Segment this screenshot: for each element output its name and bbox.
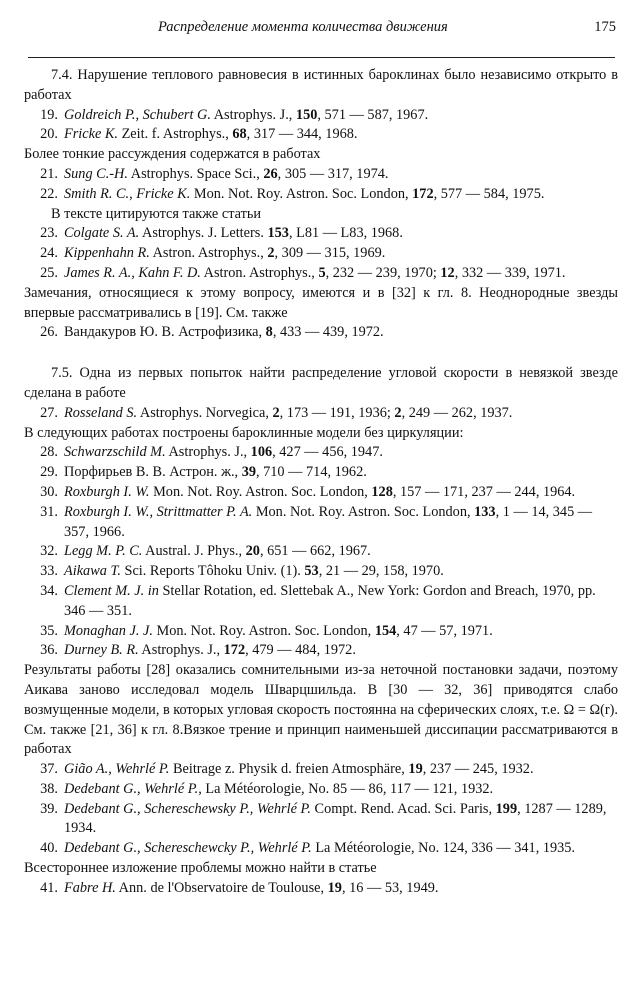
reference-item (24, 443, 618, 463)
ref-group (24, 224, 618, 283)
reference-number: 37. (40, 761, 58, 778)
reference-volume: 106 (250, 444, 273, 461)
reference-volume: 20 (245, 543, 260, 560)
paragraph: Более тонкие рассуждения содержатся в работах (24, 146, 321, 163)
reference-number: 41. (40, 879, 58, 896)
reference-number: 30. (40, 483, 58, 500)
reference-source: Astron. Astrophys., (200, 264, 319, 281)
reference-source: Astrophys. J., (210, 106, 296, 123)
reference-item (24, 800, 618, 840)
reference-text (64, 800, 618, 840)
reference-item (24, 641, 618, 661)
reference-item (24, 760, 618, 780)
reference-source: Ann. de l'Observatoire de Toulouse, (115, 879, 328, 896)
reference-author: Colgate S. A. (64, 225, 140, 242)
reference-text (64, 404, 618, 424)
reference-item (24, 185, 618, 205)
paragraph: Замечания, относящиеся к этому вопросу, имеются и в [32] к гл. 8. Неоднородные звезды впервые рассматривались в [19]. См. также (24, 284, 618, 321)
reference-item (24, 244, 618, 264)
reference-item (24, 542, 618, 562)
reference-volume: 53 (304, 563, 319, 580)
reference-pages: , 427 — 456, 1947. (272, 444, 383, 461)
reference-item (24, 463, 618, 483)
reference-source: Austral. J. Phys., (142, 543, 246, 560)
reference-text (64, 760, 618, 780)
reference-volume: 19 (408, 761, 423, 778)
reference-author: Schwarzschild M. (64, 444, 166, 461)
header-rule (28, 57, 615, 58)
reference-text (64, 503, 618, 543)
reference-number: 24. (40, 245, 58, 262)
reference-volume: 39 (241, 464, 256, 481)
reference-pages: , 651 — 662, 1967. (259, 543, 371, 560)
reference-number: 21. (40, 165, 58, 182)
reference-item (24, 503, 618, 543)
reference-pages: , 1287 — 1289, 1934. (64, 800, 607, 837)
reference-text (64, 641, 618, 661)
reference-pages: , 21 — 29, 158, 1970. (318, 563, 444, 580)
reference-pages: , 305 — 317, 1974. (277, 165, 389, 182)
reference-text (64, 165, 618, 185)
reference-volume: 133 (474, 503, 496, 520)
reference-volume: 2 (272, 404, 280, 421)
ref-group (24, 323, 618, 343)
reference-number: 20. (40, 126, 58, 143)
reference-source: Astron. Astrophys., (149, 245, 268, 262)
reference-source: Stellar Rotation, ed. Slettebak A., New York: Gordon and Breach, 1970, pp. 346 — 351. (64, 582, 596, 619)
reference-volume: 19 (327, 879, 342, 896)
reference-number: 23. (40, 225, 58, 242)
reference-author: Dedebant G., Wehrlé P., (64, 780, 202, 797)
reference-source: Mon. Not. Roy. Astron. Soc. London, (252, 503, 475, 520)
reference-author: Durney B. R. (64, 642, 139, 659)
reference-text (64, 443, 618, 463)
page-body (24, 66, 618, 899)
reference-volume: 5 (318, 264, 326, 281)
reference-text (64, 185, 618, 205)
ref-group (24, 404, 618, 424)
reference-number: 27. (40, 404, 58, 421)
reference-volume: 172 (223, 642, 246, 659)
reference-number: 22. (40, 185, 58, 202)
reference-author: Clement M. J. in (64, 582, 159, 599)
reference-text (64, 483, 618, 503)
reference-source: Zeit. f. Astrophys., (118, 126, 233, 143)
reference-author: Monaghan J. J. (64, 622, 153, 639)
reference-author: Smith R. C., Fricke K. (64, 185, 191, 202)
reference-source: Sci. Reports Tôhoku Univ. (1). (120, 563, 305, 580)
reference-number: 28. (40, 444, 58, 461)
reference-author: Roxburgh I. W. (64, 483, 150, 500)
reference-author: Gião A., Wehrlé P. (64, 761, 170, 778)
reference-author: Legg M. P. C. (64, 543, 143, 560)
reference-pages: , 157 — 171, 237 — 244, 1964. (392, 483, 576, 500)
reference-source: Astrophys. J. Letters. (139, 225, 268, 242)
reference-volume: 2 (267, 245, 275, 262)
reference-item (24, 562, 618, 582)
reference-author: Aikawa T. (64, 563, 121, 580)
reference-volume: 150 (295, 106, 318, 123)
reference-number: 36. (40, 642, 58, 659)
section-gap (24, 343, 618, 364)
paragraph: Всестороннее изложение проблемы можно найти в статье (24, 860, 377, 877)
reference-item (24, 622, 618, 642)
reference-pages: , 571 — 587, 1967. (317, 106, 429, 123)
reference-pages: , 332 — 339, 1971. (454, 264, 566, 281)
reference-pages: , 479 — 484, 1972. (245, 642, 356, 659)
reference-source: Вандакуров Ю. В. Астрофизика, (64, 324, 266, 341)
reference-author: Fricke K. (64, 126, 118, 143)
reference-text (64, 244, 618, 264)
reference-author: Dedebant G., Schereschewsky P., Wehrlé P. (64, 800, 311, 817)
reference-author: Sung C.-H. (64, 165, 128, 182)
ref-group (24, 879, 618, 899)
reference-item (24, 582, 618, 622)
reference-text (64, 582, 618, 622)
reference-source: Beitrage z. Physik d. freien Atmosphäre, (169, 761, 409, 778)
reference-pages: , 309 — 315, 1969. (274, 245, 386, 262)
reference-item (24, 404, 618, 424)
ref-group (24, 443, 618, 661)
reference-text (64, 323, 618, 343)
section-7-4-intro: 7.4. Нарушение теплового равновесия в истинных бароклинах было независимо открыто в работах (24, 67, 618, 103)
reference-item (24, 125, 618, 145)
reference-author: Rosseland S. (64, 404, 138, 421)
reference-text (64, 106, 618, 126)
section-7-5-intro: 7.5. Одна из первых попыток найти распределение угловой скорости в невязкой звезде сделана в работе (24, 365, 618, 401)
page-header (0, 16, 643, 40)
reference-item (24, 839, 618, 859)
reference-number: 29. (40, 464, 58, 481)
reference-volume: 199 (495, 800, 518, 817)
reference-volume: 172 (412, 185, 434, 202)
reference-number: 31. (40, 503, 58, 520)
reference-volume: 12 (440, 264, 455, 281)
reference-number: 38. (40, 780, 58, 797)
reference-number: 32. (40, 543, 58, 560)
reference-number: 25. (40, 264, 58, 281)
reference-item (24, 264, 618, 284)
reference-number: 33. (40, 563, 58, 580)
reference-item (24, 780, 618, 800)
running-title: Распределение момента количества движения (158, 19, 448, 35)
reference-item (24, 879, 618, 899)
reference-number: 26. (40, 324, 58, 341)
reference-pages: , 710 — 714, 1962. (255, 464, 367, 481)
reference-source: Compt. Rend. Acad. Sci. Paris, (310, 800, 496, 817)
reference-source: Astrophys. J., (165, 444, 251, 461)
reference-source: La Météorologie, No. 124, 336 — 341, 1935. (311, 840, 576, 857)
reference-pages: , 317 — 344, 1968. (246, 126, 358, 143)
reference-volume: 154 (374, 622, 397, 639)
reference-text (64, 622, 618, 642)
reference-number: 19. (40, 106, 58, 123)
reference-volume: 2 (394, 404, 402, 421)
reference-author: Roxburgh I. W., Strittmatter P. A. (64, 503, 253, 520)
reference-author: Kippenhahn R. (64, 245, 150, 262)
reference-pages: , 577 — 584, 1975. (433, 185, 545, 202)
reference-number: 35. (40, 622, 58, 639)
reference-pages: , 433 — 439, 1972. (272, 324, 384, 341)
reference-item (24, 106, 618, 126)
reference-text (64, 780, 618, 800)
reference-number: 40. (40, 840, 58, 857)
ref-group (24, 760, 618, 859)
reference-text (64, 224, 618, 244)
paragraph: Результаты работы [28] оказались сомнительными из-за неточной постановки задачи, поэтому Аикава заново исследовал модель Шварцшильда. В [30 — 32, 36] приводятся слабо возмущенные модели, в которых угловая скорость постоянна на сферических слоях, т.е. Ω = Ω(r). См. также [21, 36] к гл. 8.Вязкое трение и принцип наименьшей диссипации рассматриваются в работах (24, 662, 618, 758)
reference-text (64, 125, 618, 145)
reference-text (64, 839, 618, 859)
reference-pages: , 16 — 53, 1949. (341, 879, 439, 896)
reference-item (24, 224, 618, 244)
reference-number: 34. (40, 582, 58, 599)
reference-source: Astrophys. Norvegica, (137, 404, 273, 421)
reference-item (24, 483, 618, 503)
reference-item (24, 165, 618, 185)
reference-pages: , 1 — 14, 345 — 357, 1966. (64, 503, 593, 540)
reference-pages: , 173 — 191, 1936; (279, 404, 395, 421)
reference-item (24, 323, 618, 343)
reference-pages: , L81 — L83, 1968. (288, 225, 403, 242)
reference-pages: , 237 — 245, 1932. (422, 761, 534, 778)
reference-source: Mon. Not. Roy. Astron. Soc. London, (152, 622, 375, 639)
reference-source: Astrophys. J., (138, 642, 224, 659)
reference-author: Goldreich P., Schubert G. (64, 106, 211, 123)
paragraph: В тексте цитируются также статьи (51, 205, 262, 222)
reference-source: Порфирьев В. В. Астрон. ж., (64, 464, 242, 481)
reference-text (64, 463, 618, 483)
paragraph: В следующих работах построены бароклинные модели без циркуляции: (24, 424, 464, 441)
reference-author: Dedebant G., Schereschewcky P., Wehrlé P. (64, 840, 312, 857)
reference-source: Mon. Not. Roy. Astron. Soc. London, (190, 185, 413, 202)
reference-pages: , 47 — 57, 1971. (396, 622, 493, 639)
page-number: 175 (594, 19, 616, 35)
reference-pages: , 249 — 262, 1937. (401, 404, 513, 421)
reference-source: Mon. Not. Roy. Astron. Soc. London, (149, 483, 372, 500)
ref-group (24, 165, 618, 205)
reference-volume: 68 (232, 126, 247, 143)
reference-text (64, 264, 618, 284)
reference-source: Astrophys. Space Sci., (127, 165, 264, 182)
reference-author: James R. A., Kahn F. D. (64, 264, 201, 281)
reference-volume: 8 (265, 324, 273, 341)
ref-group (24, 106, 618, 146)
reference-volume: 128 (371, 483, 393, 500)
reference-text (64, 879, 618, 899)
reference-source: La Météorologie, No. 85 — 86, 117 — 121, 1932. (201, 780, 494, 797)
reference-text (64, 542, 618, 562)
reference-volume: 26 (263, 165, 278, 182)
reference-pages: , 232 — 239, 1970; (325, 264, 441, 281)
reference-volume: 153 (267, 225, 289, 242)
reference-number: 39. (40, 800, 58, 817)
reference-author: Fabre H. (64, 879, 116, 896)
reference-text (64, 562, 618, 582)
